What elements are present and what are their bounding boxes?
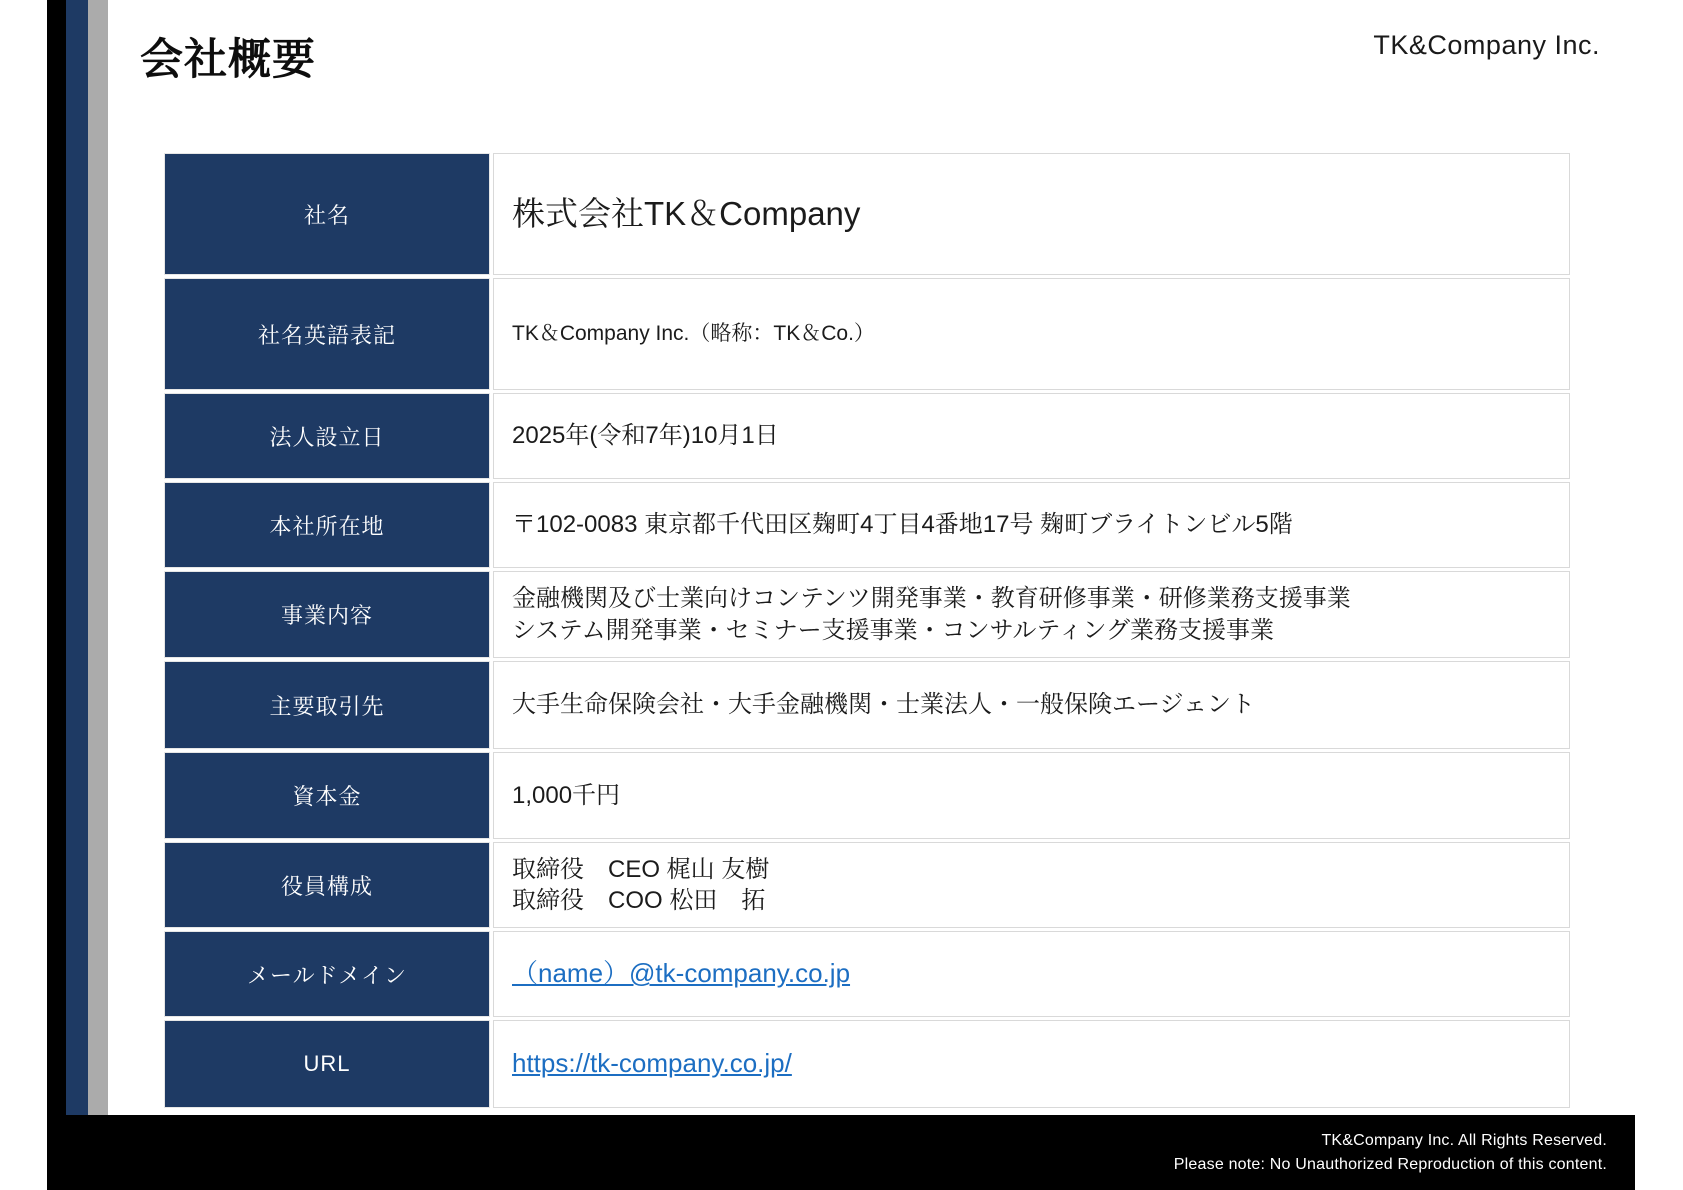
row-value: 〒102-0083 東京都千代田区麹町4丁目4番地17号 麹町ブライトンビル5階 <box>512 511 1293 539</box>
row-label: 社名英語表記 <box>164 278 490 390</box>
email-domain-link[interactable]: （name）@tk-company.co.jp <box>512 958 851 989</box>
accent-bar-black <box>47 0 66 1115</box>
accent-bar-navy <box>66 0 88 1115</box>
row-label: 事業内容 <box>164 571 490 658</box>
row-value: 株式会社TK＆Company <box>512 194 861 232</box>
page-title: 会社概要 <box>140 36 316 84</box>
table-row-company-name <box>164 153 1570 275</box>
company-info-table <box>164 153 1570 1108</box>
row-value: 2025年(令和7年)10月1日 <box>512 422 779 450</box>
table-row-english-name <box>164 278 1570 390</box>
row-value: TK＆Company Inc.（略称：TK＆Co.） <box>512 322 875 346</box>
table-row-head-office <box>164 482 1570 568</box>
row-value-line1: 取締役 CEO 梶山 友樹 <box>512 855 770 883</box>
row-label: メールドメイン <box>164 931 490 1017</box>
footer-bar <box>47 1115 1635 1190</box>
accent-bar-gray <box>88 0 108 1115</box>
table-row-mail-domain <box>164 931 1570 1017</box>
footer-notice: Please note: No Unauthorized Reproduction of this content. <box>1173 1155 1607 1173</box>
row-value-line2: 取締役 COO 松田 拓 <box>512 887 766 914</box>
table-row-business <box>164 571 1570 658</box>
row-value-line1: 金融機関及び士業向けコンテンツ開発事業・教育研修事業・研修業務支援事業 <box>512 585 1351 613</box>
row-label: 資本金 <box>164 752 490 839</box>
row-value: 1,000千円 <box>512 781 621 809</box>
footer-copyright: TK&Company Inc. All Rights Reserved. <box>1321 1132 1607 1150</box>
row-label: 主要取引先 <box>164 661 490 749</box>
table-row-founded-date <box>164 393 1570 479</box>
row-label: URL <box>164 1020 490 1108</box>
table-row-capital <box>164 752 1570 839</box>
company-name-header: TK&Company Inc. <box>1373 30 1600 60</box>
row-label: 役員構成 <box>164 842 490 928</box>
row-label: 本社所在地 <box>164 482 490 568</box>
row-label: 社名 <box>164 153 490 275</box>
row-value-line2: システム開発事業・セミナー支援事業・コンサルティング業務支援事業 <box>512 616 1274 644</box>
row-value: 大手生命保険会社・大手金融機関・士業法人・一般保険エージェント <box>512 691 1256 719</box>
table-row-executives <box>164 842 1570 928</box>
row-label: 法人設立日 <box>164 393 490 479</box>
table-row-url <box>164 1020 1570 1108</box>
table-row-main-clients <box>164 661 1570 749</box>
website-url-link[interactable]: https://tk-company.co.jp/ <box>512 1048 792 1079</box>
